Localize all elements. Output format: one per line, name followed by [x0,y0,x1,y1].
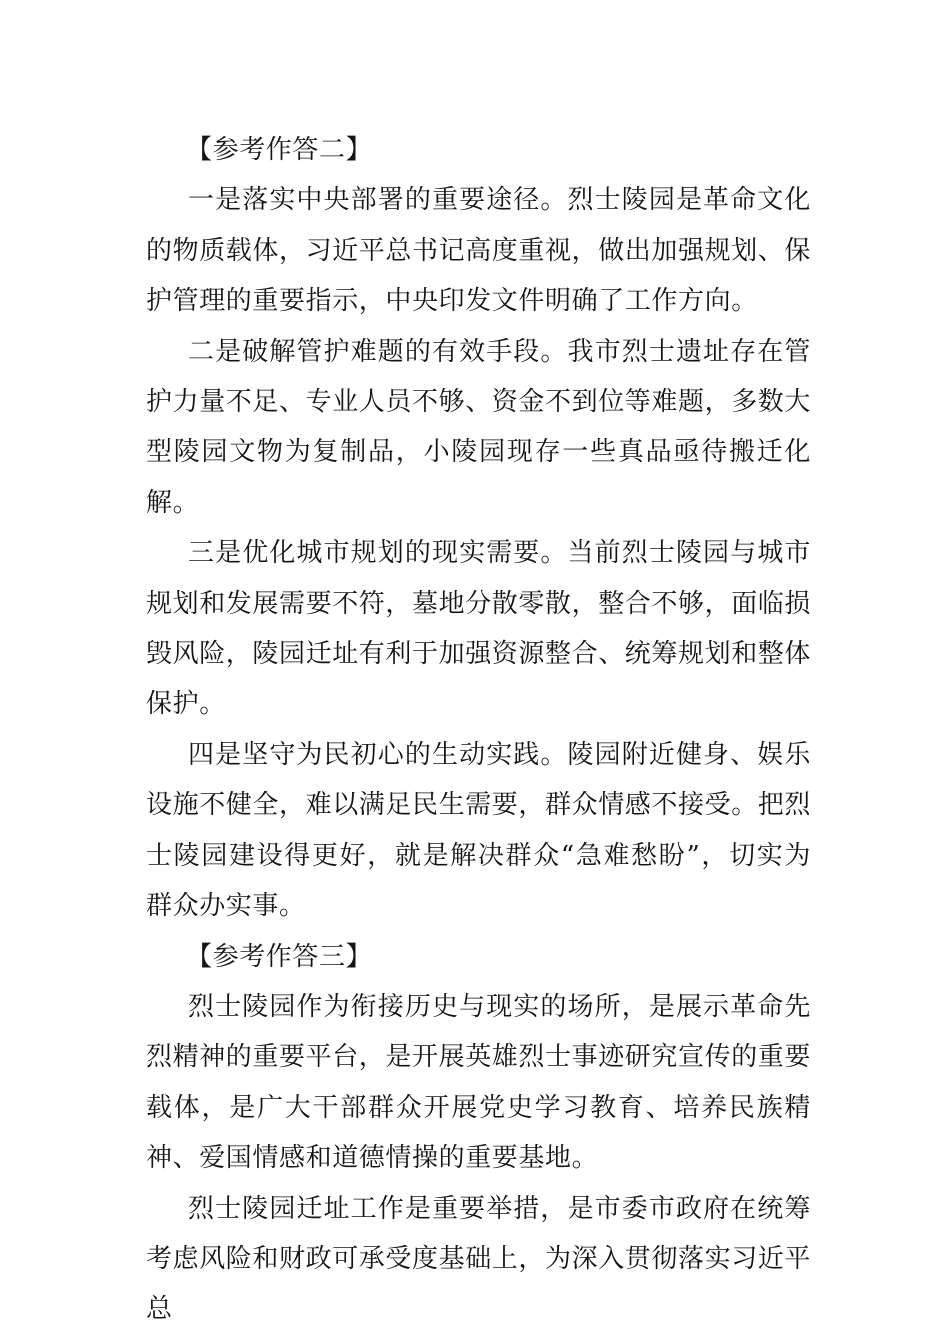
paragraph-point-three: 三是优化城市规划的现实需要。当前烈士陵园与城市规划和发展需要不符，墓地分散零散，整合不够，面临损毁风险，陵园迁址有利于加强资源整合、统筹规划和整体保护。 [146,538,812,720]
paragraph-point-one: 一是落实中央部署的重要途径。烈士陵园是革命文化的物质载体，习近平总书记高度重视，做出加强规划、保护管理的重要指示，中央印发文件明确了工作方向。 [146,185,812,317]
section-heading-answer-three: 【参考作答三】 [186,941,373,972]
document-body [146,125,811,1335]
paragraph-memorial-significance: 烈士陵园作为衔接历史与现实的场所，是展示革命先烈精神的重要平台，是开展英雄烈士事迹研究宣传的重要载体，是广大干部群众开展党史学习教育、培养民族精神、爱国情感和道德情操的重要基地。 [146,991,812,1174]
paragraph-relocation-measure: 烈士陵园迁址工作是重要举措，是市委市政府在统筹考虑风险和财政可承受度基础上，为深入贯彻落实习近平总 [146,1193,812,1325]
paragraph-point-four: 四是坚守为民初心的生动实践。陵园附近健身、娱乐设施不健全，难以满足民生需要，群众情感不接受。把烈士陵园建设得更好，就是解决群众“急难愁盼”，切实为群众办实事。 [146,739,812,922]
paragraph-point-two: 二是破解管护难题的有效手段。我市烈士遗址存在管护力量不足、专业人员不够、资金不到位等难题，多数大型陵园文物为复制品，小陵园现存一些真品亟待搬迁化解。 [146,336,812,518]
section-heading-answer-two: 【参考作答二】 [186,135,373,165]
